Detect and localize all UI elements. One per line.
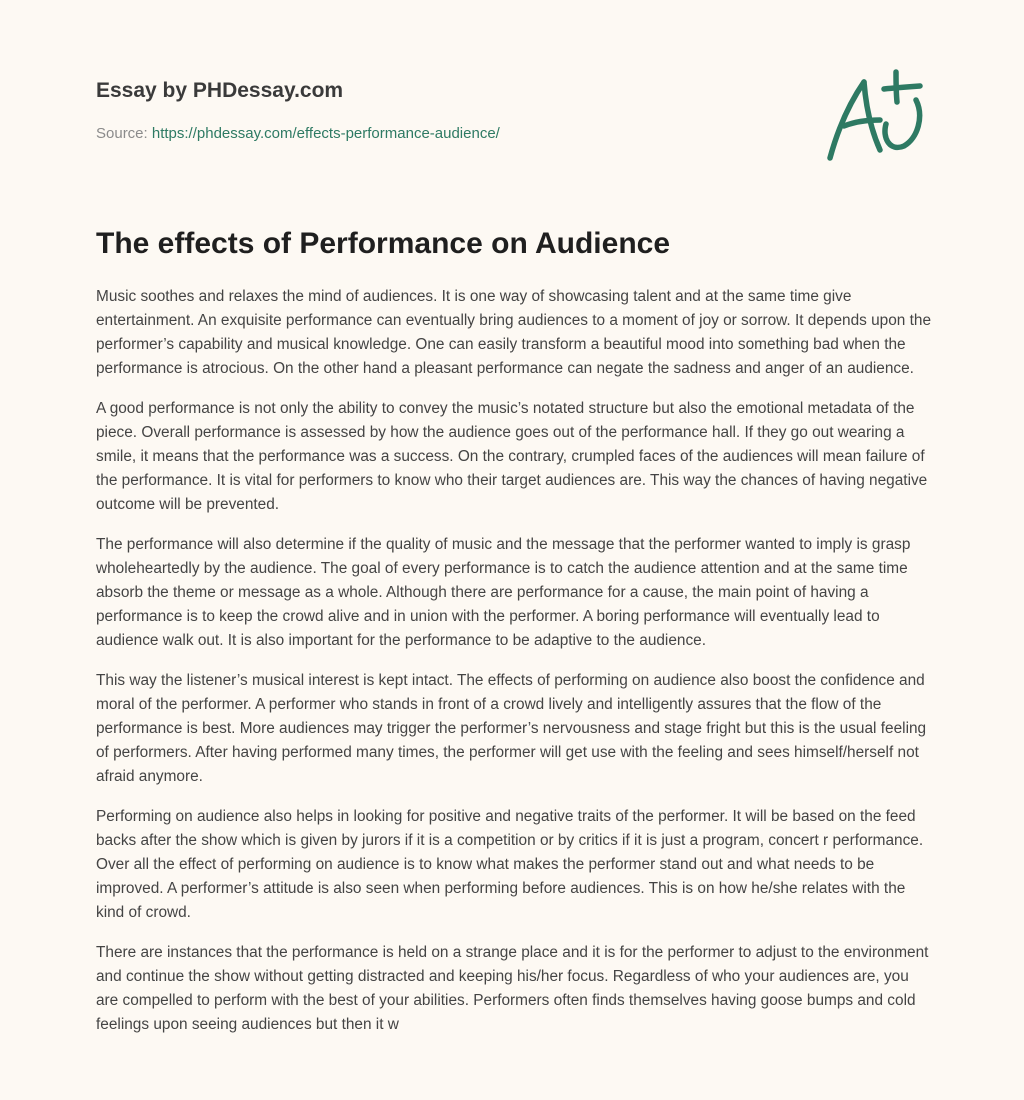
essay-paragraph: This way the listener’s musical interest is kept intact. The effects of performing on audience also boost the confidence and moral of the performer. A performer who stands in front of a crowd lively and intelligently assures that the flow of the performance is best. More audiences may trigger the performer’s nervousness and stage fright but this is the usual feeling of performers. After having performed many times, the performer will get use with the feeling and sees himself/herself not afraid anymore. bbox=[96, 672, 927, 785]
essay-paragraph: There are instances that the performance is held on a strange place and it is for the performer to adjust to the environment and continue the show without getting distracted and keeping his/her focus. Regardless of who your audiences are, you are compelled to perform with the best of your abilities. Performers often finds themselves having goose bumps and cold feelings upon seeing audiences but then it w bbox=[96, 944, 929, 1033]
brand-title: Essay by PHDessay.com bbox=[96, 79, 344, 102]
source-link[interactable]: https://phdessay.com/effects-performance-audience/ bbox=[151, 125, 500, 142]
a-plus-grade-icon bbox=[824, 68, 928, 164]
essay-title: The effects of Performance on Audience bbox=[96, 227, 671, 260]
source-line bbox=[96, 124, 500, 144]
essay-paragraph: Performing on audience also helps in looking for positive and negative traits of the performer. It will be based on the feed backs after the show which is given by jurors if it is a competition or by critics if it is just a program, concert r performance. Over all the effect of performing on audience is to know what makes the performer stand out and what needs to be improved. A performer’s attitude is also seen when performing before audiences. This is on how he/she relates with the kind of crowd. bbox=[96, 808, 924, 921]
essay-paragraph: The performance will also determine if the quality of music and the message that the performer wanted to imply is grasp wholeheartedly by the audience. The goal of every performance is to catch the audience attention and at the same time absorb the theme or message as a whole. Although there are performance for a cause, the main point of having a performance is to keep the crowd alive and in union with the performer. A boring performance will eventually lead to audience walk out. It is also important for the performance to be adaptive to the audience. bbox=[96, 536, 911, 649]
essay-paragraph: Music soothes and relaxes the mind of audiences. It is one way of showcasing talent and at the same time give entertainment. An exquisite performance can eventually bring audiences to a moment of joy or sorrow. It depends upon the performer’s capability and musical knowledge. One can easily transform a beautiful mood into something bad when the performance is atrocious. On the other hand a pleasant performance can negate the sadness and anger of an audience. bbox=[96, 288, 932, 377]
source-label: Source: bbox=[96, 125, 148, 142]
essay-paragraph: A good performance is not only the ability to convey the music’s notated structure but also the emotional metadata of the piece. Overall performance is assessed by how the audience goes out of the performance hall. If they go out wearing a smile, it means that the performance was a success. On the contrary, crumpled faces of the audiences will mean failure of the performance. It is vital for performers to know who their target audiences are. This way the chances of having negative outcome will be prevented. bbox=[96, 400, 928, 513]
essay-body bbox=[96, 285, 932, 1053]
